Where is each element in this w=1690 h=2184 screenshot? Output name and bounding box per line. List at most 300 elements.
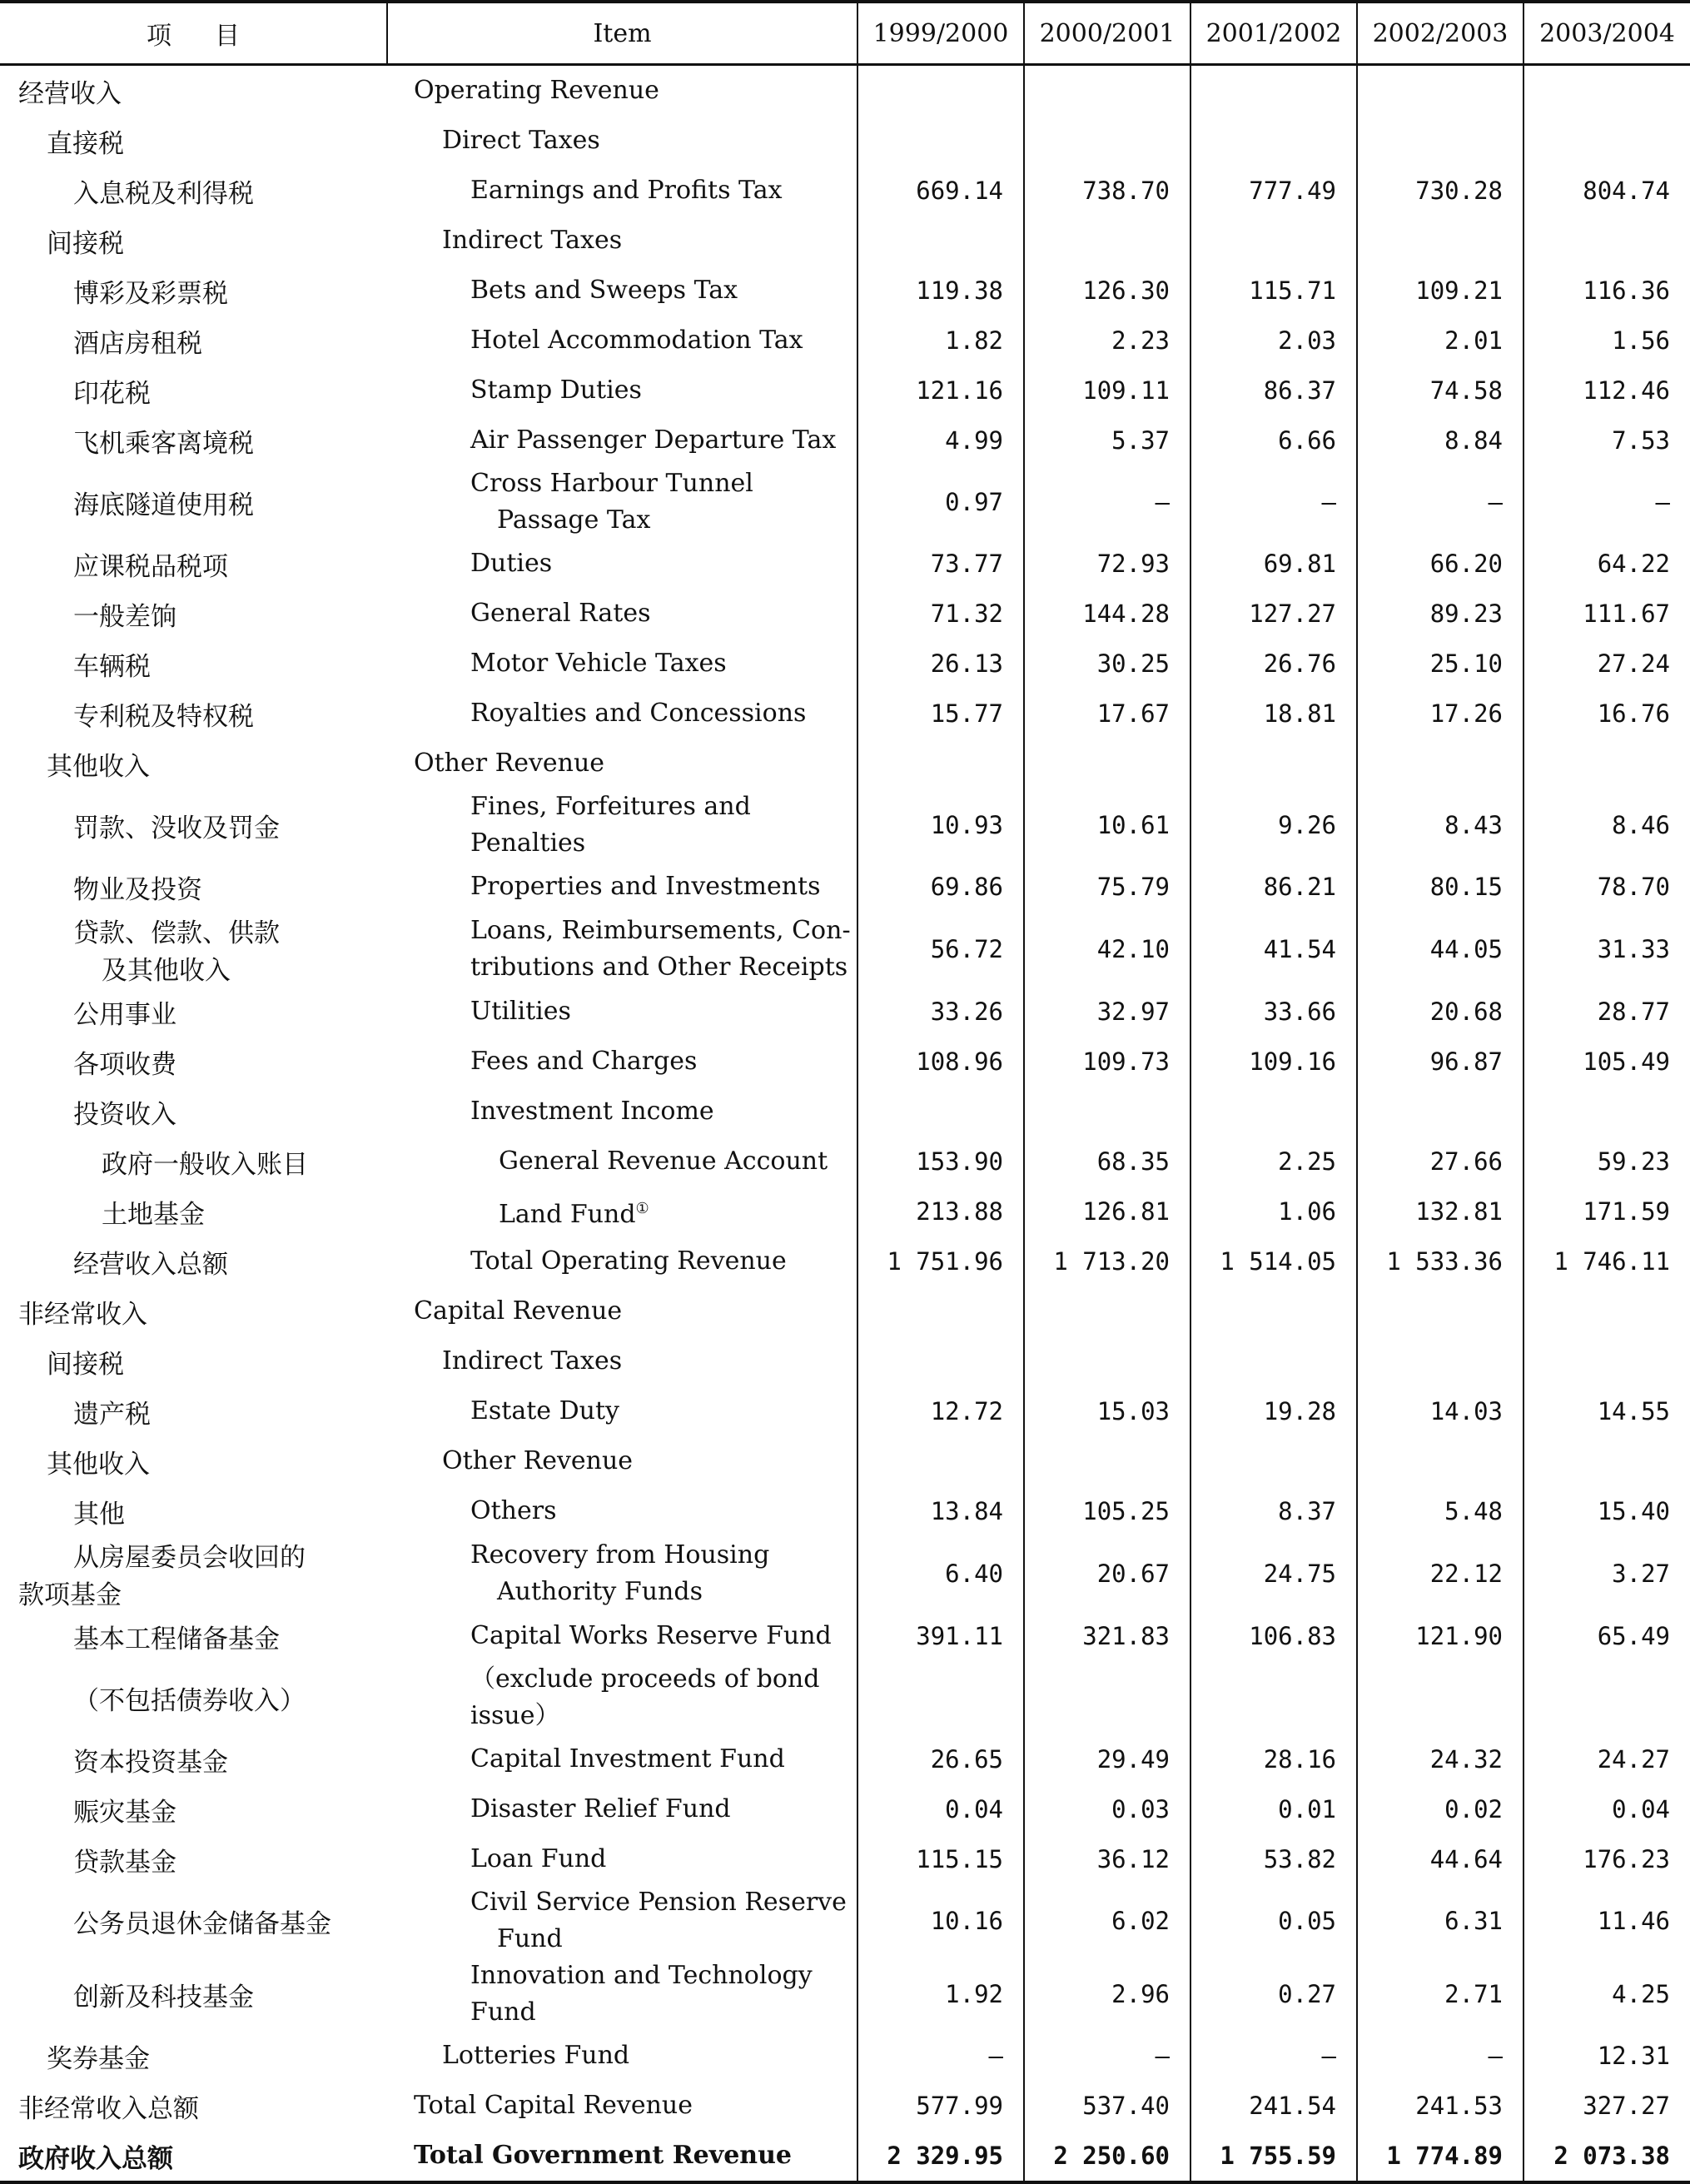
row-label-cn-text: 遗产税 (73, 1399, 151, 1430)
table-row (0, 1037, 1690, 1087)
row-label-cn-text: 酒店房租税 (73, 328, 202, 359)
value-cell: 69.86 (857, 862, 1024, 912)
row-label-en (387, 415, 857, 465)
table-row (0, 1336, 1690, 1386)
row-label-cn (0, 415, 387, 465)
table-row (0, 1187, 1690, 1236)
table-row (0, 1884, 1690, 1958)
row-label-cn (0, 1784, 387, 1834)
value-cell: 119.38 (857, 266, 1024, 316)
value-cell: – (1024, 465, 1190, 539)
value-cell: 11.46 (1523, 1884, 1690, 1958)
table-row (0, 589, 1690, 639)
value-cell (857, 1661, 1024, 1734)
value-cell: – (1190, 465, 1357, 539)
value-cell: 56.72 (857, 912, 1024, 987)
value-cell: 15.40 (1523, 1486, 1690, 1536)
value-cell: 2.25 (1190, 1137, 1357, 1187)
value-cell: 121.16 (857, 366, 1024, 415)
row-label-cn-text: 飞机乘客离境税 (73, 428, 254, 459)
value-cell: 64.22 (1523, 539, 1690, 589)
value-cell: 22.12 (1357, 1536, 1523, 1611)
row-label-cn (0, 166, 387, 216)
header-year: 2003/2004 (1523, 2, 1690, 65)
value-cell: 73.77 (857, 539, 1024, 589)
value-cell: 1 533.36 (1357, 1236, 1523, 1286)
value-cell: – (1024, 2031, 1190, 2081)
row-label-cn (0, 912, 387, 987)
row-label-cn (0, 316, 387, 366)
table-row (0, 1834, 1690, 1884)
row-label-en (387, 912, 857, 987)
value-cell: 86.37 (1190, 366, 1357, 415)
value-cell: 109.16 (1190, 1037, 1357, 1087)
table-row (0, 689, 1690, 739)
row-label-en-text: Utilities (470, 997, 571, 1026)
value-cell: 153.90 (857, 1137, 1024, 1187)
row-label-en (387, 987, 857, 1037)
value-cell: 26.76 (1190, 639, 1357, 689)
row-label-en-text: Capital Investment Fund (470, 1744, 785, 1774)
value-cell: 10.61 (1024, 789, 1190, 862)
row-label-en (387, 316, 857, 366)
value-cell: 2 329.95 (857, 2131, 1024, 2182)
value-cell: 53.82 (1190, 1834, 1357, 1884)
row-label-cn-text: 基本工程储备基金 (73, 1624, 280, 1654)
value-cell: 2.96 (1024, 1958, 1190, 2031)
value-cell: – (1357, 2031, 1523, 2081)
row-label-cn (0, 2081, 387, 2131)
row-label-en (387, 539, 857, 589)
row-label-cn (0, 1486, 387, 1536)
value-cell: 241.54 (1190, 2081, 1357, 2131)
row-label-en (387, 1037, 857, 1087)
value-cell: 8.43 (1357, 789, 1523, 862)
table-row (0, 1536, 1690, 1611)
table-row (0, 1286, 1690, 1336)
value-cell: 74.58 (1357, 366, 1523, 415)
row-label-en-text: Recovery from Housing (470, 1540, 770, 1570)
value-cell: 1 774.89 (1357, 2131, 1523, 2182)
value-cell: – (857, 2031, 1024, 2081)
row-label-en-text: Other Revenue (414, 749, 605, 778)
table-row (0, 912, 1690, 987)
row-label-en-text: Estate Duty (470, 1396, 619, 1425)
row-label-cn-text: 应课税品税项 (73, 551, 228, 582)
row-label-en-text: Loan Fund (470, 1844, 607, 1873)
value-cell: 537.40 (1024, 2081, 1190, 2131)
table-row (0, 116, 1690, 166)
value-cell: 2.23 (1024, 316, 1190, 366)
value-cell: 33.66 (1190, 987, 1357, 1037)
row-label-en-text: Total Government Revenue (414, 2141, 792, 2170)
row-label-cn-text: 非经常收入总额 (18, 2093, 199, 2124)
value-cell: 18.81 (1190, 689, 1357, 739)
value-cell: 14.55 (1523, 1386, 1690, 1436)
value-cell: 36.12 (1024, 1834, 1190, 1884)
row-label-en-text: Air Passenger Departure Tax (470, 425, 837, 455)
value-cell: 1.82 (857, 316, 1024, 366)
row-label-cn (0, 1436, 387, 1486)
value-cell: 108.96 (857, 1037, 1024, 1087)
row-label-en (387, 366, 857, 415)
value-cell (857, 1436, 1024, 1486)
value-cell: – (1523, 465, 1690, 539)
value-cell: 96.87 (1357, 1037, 1523, 1087)
value-cell (1357, 1436, 1523, 1486)
row-label-en-text: Loans, Reimbursements, Con- (470, 916, 851, 945)
value-cell (1024, 116, 1190, 166)
row-label-cn-text: 一般差饷 (73, 601, 176, 632)
row-label-en (387, 1784, 857, 1834)
row-label-en-text: Bets and Sweeps Tax (470, 276, 738, 305)
table-row (0, 1784, 1690, 1834)
value-cell (857, 65, 1024, 117)
row-label-en-text: General Rates (470, 599, 651, 628)
row-label-en-text: Motor Vehicle Taxes (470, 649, 727, 678)
row-label-en-text: Direct Taxes (442, 126, 600, 155)
value-cell: 41.54 (1190, 912, 1357, 987)
row-label-cn-text: 各项收费 (73, 1049, 176, 1080)
value-cell: 1 746.11 (1523, 1236, 1690, 1286)
value-cell: 12.72 (857, 1386, 1024, 1436)
row-label-en (387, 1286, 857, 1336)
row-label-cn-text: 赈灾基金 (73, 1797, 176, 1828)
row-label-en (387, 266, 857, 316)
value-cell (1357, 216, 1523, 266)
value-cell (1523, 1286, 1690, 1336)
row-label-en (387, 65, 857, 117)
row-label-en (387, 1187, 857, 1236)
table-row (0, 1236, 1690, 1286)
value-cell (1523, 1661, 1690, 1734)
row-label-en-text: Indirect Taxes (442, 1346, 623, 1376)
row-label-en-text: Land Fund (499, 1199, 636, 1229)
table-row (0, 266, 1690, 316)
value-cell: 8.46 (1523, 789, 1690, 862)
row-label-en (387, 2131, 857, 2182)
value-cell: 126.81 (1024, 1187, 1190, 1236)
value-cell: 32.97 (1024, 987, 1190, 1037)
row-label-en-text: Stamp Duties (470, 376, 642, 405)
row-label-cn-text: 间接税 (47, 228, 124, 259)
value-cell: 8.37 (1190, 1486, 1357, 1536)
row-label-en (387, 1661, 857, 1734)
value-cell: 0.04 (1523, 1784, 1690, 1834)
row-label-en-text: General Revenue Account (499, 1147, 828, 1176)
value-cell: 75.79 (1024, 862, 1190, 912)
value-cell: 71.32 (857, 589, 1024, 639)
value-cell (857, 116, 1024, 166)
value-cell: 44.05 (1357, 912, 1523, 987)
value-cell: 132.81 (1357, 1187, 1523, 1236)
value-cell: 1 713.20 (1024, 1236, 1190, 1286)
value-cell (857, 216, 1024, 266)
value-cell: 30.25 (1024, 639, 1190, 689)
value-cell: 577.99 (857, 2081, 1024, 2131)
value-cell: 20.68 (1357, 987, 1523, 1037)
value-cell (1190, 1087, 1357, 1137)
value-cell (1523, 116, 1690, 166)
value-cell (1523, 1087, 1690, 1137)
row-label-en (387, 862, 857, 912)
value-cell: 115.15 (857, 1834, 1024, 1884)
table-row (0, 1611, 1690, 1661)
value-cell: 24.32 (1357, 1734, 1523, 1784)
value-cell: 3.27 (1523, 1536, 1690, 1611)
value-cell: 29.49 (1024, 1734, 1190, 1784)
value-cell (1024, 1286, 1190, 1336)
row-label-cn-continuation: 及其他收入 (102, 956, 231, 986)
value-cell: 78.70 (1523, 862, 1690, 912)
row-label-en-continuation: Fund (497, 1924, 563, 1953)
value-cell: 804.74 (1523, 166, 1690, 216)
row-label-cn (0, 739, 387, 789)
row-label-en-text: Other Revenue (442, 1446, 634, 1475)
row-label-en (387, 1336, 857, 1386)
table-row (0, 539, 1690, 589)
table-row (0, 862, 1690, 912)
value-cell: 0.97 (857, 465, 1024, 539)
row-label-en (387, 1536, 857, 1611)
value-cell: 213.88 (857, 1187, 1024, 1236)
value-cell: 391.11 (857, 1611, 1024, 1661)
table-row (0, 465, 1690, 539)
row-label-cn-text: 直接税 (47, 128, 124, 159)
value-cell: 669.14 (857, 166, 1024, 216)
table-row (0, 166, 1690, 216)
row-label-cn (0, 1386, 387, 1436)
row-label-en (387, 739, 857, 789)
row-label-cn-text: 车辆税 (73, 651, 151, 682)
value-cell: 2.01 (1357, 316, 1523, 366)
value-cell: 5.48 (1357, 1486, 1523, 1536)
value-cell: 127.27 (1190, 589, 1357, 639)
row-label-en (387, 1734, 857, 1784)
value-cell: 0.27 (1190, 1958, 1357, 2031)
value-cell: 109.73 (1024, 1037, 1190, 1087)
value-cell: 0.03 (1024, 1784, 1190, 1834)
value-cell: 1.56 (1523, 316, 1690, 366)
table-row (0, 1087, 1690, 1137)
value-cell: 72.93 (1024, 539, 1190, 589)
row-label-cn-text: 从房屋委员会收回的 (73, 1543, 306, 1573)
table-row (0, 1958, 1690, 2031)
value-cell: 121.90 (1357, 1611, 1523, 1661)
value-cell: 109.21 (1357, 266, 1523, 316)
row-label-en-text: Capital Works Reserve Fund (470, 1621, 832, 1650)
row-label-en (387, 1087, 857, 1137)
row-label-cn-text: 物业及投资 (73, 874, 202, 905)
row-label-cn (0, 216, 387, 266)
row-label-en (387, 1236, 857, 1286)
row-label-en-continuation: tributions and Other Receipts (470, 953, 848, 982)
value-cell: 27.66 (1357, 1137, 1523, 1187)
value-cell: 26.13 (857, 639, 1024, 689)
value-cell: 8.84 (1357, 415, 1523, 465)
row-label-cn-text: 间接税 (47, 1349, 124, 1380)
value-cell (1523, 1436, 1690, 1486)
row-label-en-text: Properties and Investments (470, 872, 821, 901)
row-label-en (387, 465, 857, 539)
value-cell: 89.23 (1357, 589, 1523, 639)
value-cell: 1.92 (857, 1958, 1024, 2031)
value-cell (1190, 1436, 1357, 1486)
table-row (0, 65, 1690, 117)
value-cell: 106.83 (1190, 1611, 1357, 1661)
row-label-en (387, 2081, 857, 2131)
value-cell: 17.26 (1357, 689, 1523, 739)
value-cell (1190, 1336, 1357, 1386)
value-cell: 738.70 (1024, 166, 1190, 216)
value-cell: 171.59 (1523, 1187, 1690, 1236)
row-label-cn-text: 海底隧道使用税 (73, 490, 254, 520)
row-label-cn (0, 1734, 387, 1784)
row-label-en-text: Total Capital Revenue (414, 2091, 693, 2120)
row-label-cn-text: 资本投资基金 (73, 1747, 228, 1778)
row-label-cn (0, 2131, 387, 2182)
row-label-cn (0, 1834, 387, 1884)
value-cell: 44.64 (1357, 1834, 1523, 1884)
table-row (0, 2131, 1690, 2182)
value-cell: 2.71 (1357, 1958, 1523, 2031)
value-cell: 17.67 (1024, 689, 1190, 739)
table-row (0, 366, 1690, 415)
row-label-en-text: Disaster Relief Fund (470, 1794, 731, 1823)
value-cell: 2 073.38 (1523, 2131, 1690, 2182)
value-cell: 126.30 (1024, 266, 1190, 316)
value-cell (1523, 739, 1690, 789)
row-label-en (387, 639, 857, 689)
row-label-cn (0, 1236, 387, 1286)
value-cell (1357, 1336, 1523, 1386)
value-cell (1190, 739, 1357, 789)
row-label-en-text: （exclude proceeds of bond issue） (470, 1664, 820, 1730)
value-cell: 111.67 (1523, 589, 1690, 639)
value-cell: 241.53 (1357, 2081, 1523, 2131)
row-label-cn-text: 非经常收入 (18, 1299, 147, 1330)
row-label-en-text: Others (470, 1496, 557, 1525)
value-cell: 25.10 (1357, 639, 1523, 689)
row-label-en-text: Total Operating Revenue (470, 1246, 787, 1276)
table-row (0, 1137, 1690, 1187)
header-row (0, 2, 1690, 65)
value-cell: 7.53 (1523, 415, 1690, 465)
row-label-en (387, 1386, 857, 1436)
value-cell: 15.77 (857, 689, 1024, 739)
value-cell: 68.35 (1024, 1137, 1190, 1187)
row-label-cn (0, 1958, 387, 2031)
row-label-en-text: Capital Revenue (414, 1296, 623, 1326)
row-label-cn (0, 465, 387, 539)
value-cell: 0.01 (1190, 1784, 1357, 1834)
row-label-en (387, 1436, 857, 1486)
row-label-cn (0, 862, 387, 912)
row-label-cn (0, 789, 387, 862)
value-cell (1024, 65, 1190, 117)
row-label-cn (0, 65, 387, 117)
table-row (0, 415, 1690, 465)
value-cell: 12.31 (1523, 2031, 1690, 2081)
value-cell: 0.02 (1357, 1784, 1523, 1834)
value-cell: 112.46 (1523, 366, 1690, 415)
value-cell: 6.66 (1190, 415, 1357, 465)
row-label-cn-text: 土地基金 (102, 1199, 205, 1230)
table-row (0, 316, 1690, 366)
value-cell: 1 755.59 (1190, 2131, 1357, 2182)
row-label-cn-text: 公用事业 (73, 999, 176, 1030)
row-label-en-text: Cross Harbour Tunnel (470, 469, 753, 498)
row-label-en-text: Earnings and Profits Tax (470, 176, 783, 205)
table-row (0, 1436, 1690, 1486)
value-cell: 0.04 (857, 1784, 1024, 1834)
row-label-cn (0, 987, 387, 1037)
value-cell (1357, 1087, 1523, 1137)
value-cell: 65.49 (1523, 1611, 1690, 1661)
value-cell: 105.25 (1024, 1486, 1190, 1536)
row-label-cn-text: （不包括债券收入） (73, 1685, 306, 1716)
row-label-cn (0, 1336, 387, 1386)
row-label-en (387, 1611, 857, 1661)
value-cell: 14.03 (1357, 1386, 1523, 1436)
table-row (0, 1734, 1690, 1784)
value-cell: 730.28 (1357, 166, 1523, 216)
header-item-cn: 项目 (0, 2, 387, 65)
row-label-cn-text: 公务员退休金储备基金 (73, 1908, 331, 1939)
table-row (0, 1386, 1690, 1436)
row-label-cn (0, 539, 387, 589)
row-label-cn-text: 贷款、偿款、供款 (73, 918, 280, 948)
value-cell: 69.81 (1190, 539, 1357, 589)
value-cell (1190, 216, 1357, 266)
row-label-cn (0, 639, 387, 689)
value-cell: 20.67 (1024, 1536, 1190, 1611)
value-cell: 19.28 (1190, 1386, 1357, 1436)
value-cell: 6.40 (857, 1536, 1024, 1611)
value-cell (1357, 116, 1523, 166)
table-body (0, 65, 1690, 2183)
row-label-cn (0, 1661, 387, 1734)
row-label-cn-text: 专利税及特权税 (73, 701, 254, 732)
row-label-cn-text: 经营收入总额 (73, 1249, 228, 1280)
row-label-en-text: Royalties and Concessions (470, 699, 807, 728)
row-label-cn-text: 罚款、没收及罚金 (73, 813, 280, 843)
value-cell: 176.23 (1523, 1834, 1690, 1884)
row-label-cn-text: 贷款基金 (73, 1847, 176, 1878)
value-cell: 42.10 (1024, 912, 1190, 987)
table-row (0, 1486, 1690, 1536)
row-label-en (387, 1958, 857, 2031)
row-label-en (387, 689, 857, 739)
row-label-en (387, 1137, 857, 1187)
footnote-marker: ① (635, 1199, 649, 1217)
row-label-cn (0, 1884, 387, 1958)
row-label-en (387, 1834, 857, 1884)
value-cell: 321.83 (1024, 1611, 1190, 1661)
value-cell (1024, 216, 1190, 266)
value-cell: 327.27 (1523, 2081, 1690, 2131)
row-label-en (387, 2031, 857, 2081)
value-cell (1523, 216, 1690, 266)
row-label-en (387, 216, 857, 266)
row-label-cn (0, 116, 387, 166)
value-cell: 10.93 (857, 789, 1024, 862)
value-cell (1190, 1661, 1357, 1734)
value-cell: 26.65 (857, 1734, 1024, 1784)
value-cell: 9.26 (1190, 789, 1357, 862)
value-cell: 115.71 (1190, 266, 1357, 316)
value-cell (1024, 1336, 1190, 1386)
